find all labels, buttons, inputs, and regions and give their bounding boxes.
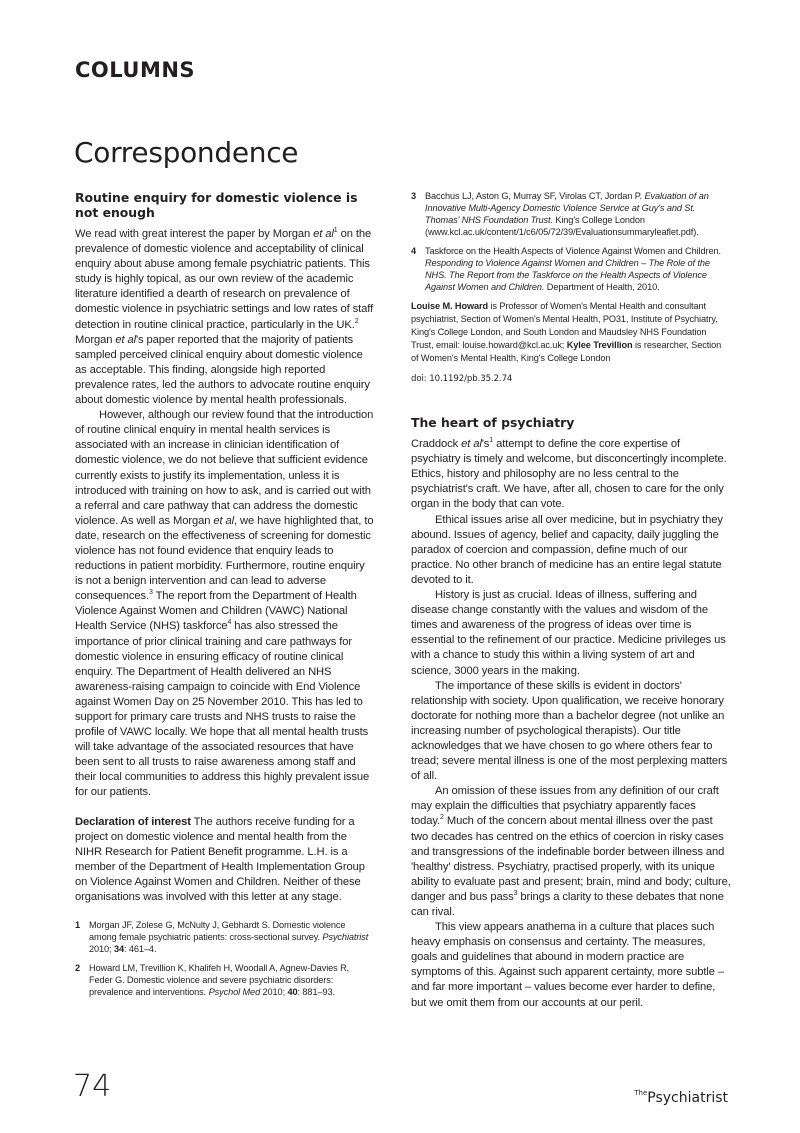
- text-run: et al: [461, 438, 482, 451]
- text-run: 's paper reported that the majority of patients sampled perceived clinical enquiry about domestic violence as acceptable. This finding, alongside high reported prevalence rates, led the authors to advocate routine enquiry about domestic violence by mental health professionals.: [75, 333, 370, 407]
- text-run: Craddock: [411, 438, 462, 451]
- paragraph: [411, 784, 731, 920]
- citation-superscript: 3: [513, 889, 518, 897]
- reference-number: 4: [411, 246, 417, 256]
- citation-superscript: 2: [354, 317, 359, 325]
- paragraph: [411, 588, 731, 679]
- text-run: is Professor of Women's Mental Health and consultant psychiatrist, Section of Women's Mental Health, PO31, Institute of Psychiatry, King's College London, and South London and Maudsley NHS Foundation Trust, email: louise.howard@kcl.ac.uk;: [411, 301, 718, 350]
- page-number: 74: [73, 1069, 112, 1104]
- reference-text: [425, 245, 731, 293]
- letter1-heading: Routine enquiry for domestic violence is not enough: [75, 190, 358, 220]
- paragraph: [411, 920, 731, 1011]
- text-run: The authors receive funding for a project on domestic violence and mental health from the NIHR Research for Patient Benefit programme. L.H. is a member of the Department of Health Implementation Group on Violence Against Women and Children. Neither of these organisations was involved with this letter at any stage.: [75, 815, 365, 904]
- text-run: King's College London (www.kcl.ac.uk/content/1/c6/05/72/39/Evaluationsummaryleaflet.pdf).: [425, 215, 699, 237]
- text-run: 34: [113, 944, 124, 955]
- text-run: Department of Health, 2010.: [544, 282, 660, 292]
- doi[interactable]: doi: 10.1192/pb.35.2.74: [411, 374, 513, 384]
- text-run: : 461–4.: [123, 944, 157, 955]
- citation-superscript: 3: [148, 589, 153, 597]
- references-left: [75, 919, 375, 998]
- logo-the: The: [634, 1089, 648, 1097]
- text-run: Declaration of interest: [75, 815, 191, 828]
- text-run: Morgan JF, Zolese G, McNulty J, Gebhardt S. Domestic violence among female psychiatric patients: cross-sectional survey.: [89, 920, 346, 943]
- text-run: et al: [313, 228, 334, 240]
- paragraph: [75, 227, 375, 408]
- citation-superscript: 1: [489, 437, 494, 445]
- section-label: COLUMNS: [75, 58, 196, 82]
- page-title: Correspondence: [74, 136, 299, 169]
- reference-text: [89, 919, 375, 955]
- right-column: [411, 190, 731, 1011]
- reference-number: 1: [75, 920, 81, 931]
- reference-number: 3: [411, 191, 417, 201]
- letter2-body: [411, 437, 731, 1011]
- reference-item: [75, 919, 375, 955]
- paragraph: [411, 679, 731, 785]
- reference-item: [411, 190, 731, 238]
- citation-superscript: 2: [440, 814, 444, 822]
- text-run: Psychol Med: [208, 987, 261, 998]
- reference-item: [75, 962, 375, 998]
- logo-name: Psychiatrist: [647, 1090, 728, 1106]
- paragraph: [411, 513, 731, 588]
- text-run: Taskforce on the Health Aspects of Violence Against Women and Children.: [425, 246, 721, 256]
- text-run: Responding to Violence Against Women and Children – The Role of the NHS. The Report from the Taskforce on the Health Aspects of Violence Against Women and Children.: [425, 258, 710, 292]
- paragraph: [75, 408, 375, 800]
- references-right: [411, 190, 731, 293]
- text-run: 2010;: [89, 944, 114, 955]
- text-run: Ethical issues arise all over medicine, but in psychiatry they abound. Issues of agency, belief and capacity, daily juggling the paradox of coercion and compassion, define much of our practice. No other branch of medicine has an entire legal statute devoted to it.: [411, 513, 723, 586]
- text-run: Howard LM, Trevillion K, Khalifeh H, Woodall A, Agnew-Davies R, Feder G. Domestic violence and severe psychiatric disorders: prevalence and interventions.: [89, 963, 350, 998]
- reference-text: [425, 190, 731, 238]
- citation-superscript: 1: [333, 227, 338, 234]
- text-run: The report from the Department of Health Violence Against Women and Children (VAWC) National Health Service (NHS) taskforce: [75, 590, 357, 633]
- journal-logo: [634, 1084, 728, 1107]
- letter1-body: [75, 227, 375, 801]
- text-run: Evaluation of an Innovative Multi-Agency Domestic Violence Service at Guy's and St. Thomas' NHS Foundation Trust.: [425, 191, 709, 225]
- text-run: We read with great interest the paper by Morgan: [75, 228, 314, 240]
- text-run: 40: [287, 987, 298, 998]
- paragraph: [411, 437, 731, 512]
- text-run: Bacchus LJ, Aston G, Murray SF, Virolas CT, Jordan P.: [425, 191, 645, 201]
- text-run: An omission of these issues from any definition of our craft may explain the difficulties that psychiatry apparently faces today.: [411, 785, 719, 828]
- reference-text: [89, 962, 375, 998]
- text-run: on the prevalence of domestic violence and acceptability of clinical enquiry about abuse among female psychiatric patients. This study is highly topical, as our own review of the academic literature identified a dearth of research on prevalence of domestic violence in psychiatric settings and low rates of staff detection in routine clinical practice, particularly in the UK.: [75, 228, 374, 331]
- text-run: However, although our review found that the introduction of routine clinical enquiry in mental health services is associated with an increase in clinician identification of domestic violence, we do not believe that sufficient evidence currently exists to justify its implementation, unless it is introduced with training on how to ask, and is carried out with a referral and care pathway that can address the domestic violence. As well as Morgan: [75, 409, 374, 527]
- reference-item: [411, 245, 731, 293]
- text-run: This view appears anathema in a culture that places such heavy emphasis on consensus and certainty. The measures, goals and guidelines that abound in modern practice are symptoms of this. Against such apparent certainty, more subtle – and far more important – values become ever harder to define, but we omit them from our accounts at our peril.: [411, 921, 725, 1009]
- text-run: et al: [213, 514, 235, 527]
- text-run: Much of the concern about mental illness over the past two decades has centred on the ethics of coercion in risky cases and transgressions of the indefinable border between illness and 'healthy' distress. Psychiatry, practised properly, with its unique ability to evaluate past and present; brain, mind and body; culture, danger and bus pass: [411, 815, 731, 903]
- text-run: Kylee Trevillion: [566, 340, 633, 350]
- text-run: Louise M. Howard: [411, 301, 489, 311]
- text-run: 2010;: [260, 987, 288, 998]
- text-run: is researcher, Section of Women's Mental Health, King's College London: [411, 340, 722, 363]
- reference-number: 2: [75, 963, 81, 974]
- author-bio: [411, 300, 731, 365]
- text-run: The importance of these skills is evident in doctors' relationship with society. Upon qualification, we receive honorary doctorate for nothing more than a bachelor degree (not unlike an increasing number of psychological therapists). Our title acknowledges that we have chosen to go where others fear to tread; severe mental illness is one of the most perplexing matters of all.: [411, 679, 728, 783]
- text-run: Psychiatrist: [322, 932, 369, 943]
- declaration-of-interest: [75, 815, 375, 906]
- text-run: attempt to define the core expertise of psychiatry is timely and welcome, but disconcertingly incomplete. Ethics, history and philosophy are no less central to the psychiatrist's craft. We have, after all, chosen to care for the only organ in the body that can vote.: [411, 438, 727, 511]
- text-run: has also stressed the importance of prior clinical training and care pathways for domestic violence in ensuring efficacy of routine clinical enquiry. The Department of Health delivered an NHS awareness-raising campaign to coincide with End Violence against Women Day on 25 November 2010. This has led to support for primary care trusts and NHS trusts to raise the profile of VAWC locally. We hope that all mental health trusts will take advantage of the associated resources that have been sent to all trusts to raise awareness among staff and their local communities to address this highly prevalent issue for our patients.: [75, 620, 370, 799]
- text-run: brings a clarity to these debates that none can rival.: [411, 890, 724, 918]
- text-run: : 881–93.: [297, 987, 335, 998]
- letter2-heading: The heart of psychiatry: [411, 415, 575, 431]
- text-run: Morgan: [75, 333, 116, 346]
- left-column: [75, 190, 375, 1005]
- citation-superscript: 4: [227, 619, 232, 627]
- text-run: 's: [481, 438, 490, 451]
- text-run: History is just as crucial. Ideas of illness, suffering and disease change constantly with the values and wisdom of the times and awareness of the progress of ideas over time is essential to the refinement of our practice. Medicine privileges us with a chance to study this within a living system of art and science, 3000 years in the making.: [411, 589, 726, 677]
- text-run: , we have highlighted that, to date, research on the effectiveness of screening for domestic violence has not found evidence that enquiry leads to reductions in patient morbidity. Furthermore, routine enquiry is not a benign intervention and can lead to adverse consequences.: [75, 514, 374, 603]
- text-run: et al: [115, 333, 136, 346]
